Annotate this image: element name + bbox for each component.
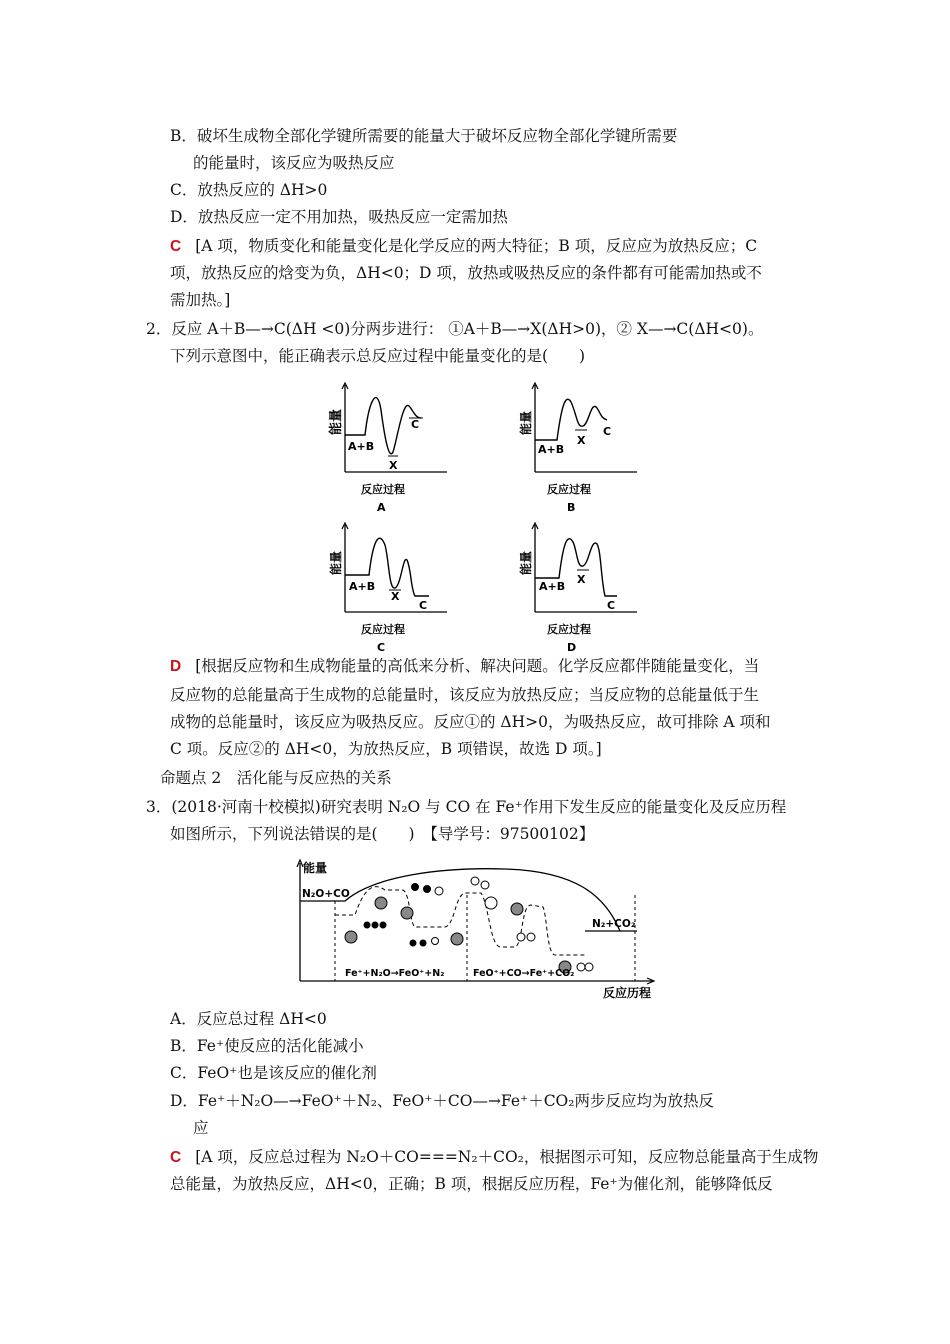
q2-explanation-line3: 成物的总能量时，该反应为吸热反应。反应①的 ΔH>0，为吸热反应，故可排除 A 项和 — [170, 713, 771, 731]
q2-diagram-a — [325, 380, 455, 515]
q2-explanation-line4: C 项。反应②的 ΔH<0，为放热反应，B 项错误，故选 D 项。] — [170, 740, 602, 758]
q3-option-c: C．FeO⁺也是该反应的催化剂 — [170, 1064, 377, 1082]
q2-explanation-line2: 反应物的总能量高于生成物的总能量时，该反应为放热反应；当反应物的总能量低于生 — [170, 686, 760, 704]
q1-explanation-line1 — [170, 235, 757, 258]
q2-diagram-b — [515, 380, 645, 515]
q2-diagram-a-product: C — [411, 418, 420, 431]
q3-reactants: N₂O+CO — [302, 888, 350, 900]
q2-diagram-d — [515, 520, 645, 655]
q3-option-d-line2: 应 — [193, 1119, 209, 1137]
q2-diagram-a-ylabel: 能量 — [328, 408, 343, 435]
q2-diagram-b-intermediate: X — [577, 434, 586, 447]
q2-diagram-b-product: C — [603, 425, 612, 438]
q3-option-d-line1: D．Fe⁺＋N₂O—→FeO⁺＋N₂、FeO⁺＋CO—→Fe⁺＋CO₂两步反应均为放热反 — [170, 1092, 714, 1110]
q1-option-b-line1: B．破坏生成物全部化学键所需要的能量大于破坏反应物全部化学键所需要 — [170, 127, 678, 145]
q2-diagram-d-reactant: A+B — [539, 580, 566, 593]
q3-step2-label: FeO⁺+CO→Fe⁺+CO₂ — [473, 968, 575, 979]
q1-answer: C — [170, 238, 182, 255]
q3-explanation-line2: 总能量，为放热反应，ΔH<0，正确；B 项，根据反应历程，Fe⁺为催化剂，能够降低反 — [170, 1175, 773, 1193]
q1-option-c: C．放热反应的 ΔH>0 — [170, 181, 328, 199]
q2-diagram-b-reactant: A+B — [538, 443, 565, 456]
q1-explanation-line2: 项，放热反应的焓变为负，ΔH<0；D 项，放热或吸热反应的条件都有可能需加热或不 — [170, 264, 762, 282]
q2-diagram-a-xlabel: 反应过程 — [361, 483, 405, 496]
q1-option-d: D．放热反应一定不用加热，吸热反应一定需加热 — [170, 208, 508, 226]
q3-products: N₂+CO₂ — [592, 918, 636, 930]
q3-xlabel: 反应历程 — [603, 986, 652, 1000]
q2-diagram-d-ylabel: 能量 — [519, 550, 533, 575]
q2-diagram-b-ylabel: 能量 — [519, 410, 533, 435]
q2-diagram-a-caption: A — [377, 501, 386, 514]
q2-diagram-c-intermediate: X — [391, 590, 400, 603]
q1-option-b-line2: 的能量时，该反应为吸热反应 — [193, 154, 395, 172]
q3-answer: C — [170, 1149, 182, 1166]
q2-diagram-c-caption: C — [377, 641, 386, 654]
q2-diagram-b-xlabel: 反应过程 — [547, 483, 591, 496]
q2-diagram-d-intermediate: X — [577, 573, 586, 586]
q3-option-a: A．反应总过程 ΔH<0 — [170, 1010, 327, 1028]
q3-ylabel: 能量 — [303, 861, 328, 875]
q3-energy-diagram — [285, 855, 665, 1005]
q2-diagram-c — [325, 520, 455, 655]
q2-explanation-line1 — [170, 655, 759, 678]
q2-diagram-c-reactant: A+B — [349, 580, 376, 593]
q3-explanation-text: [A 项，反应总过程为 N₂O＋CO===N₂＋CO₂，根据图示可知，反应物总能量高于生成物 — [195, 1148, 819, 1166]
q3-explanation-line1 — [170, 1146, 818, 1169]
q2-diagram-c-product: C — [419, 599, 428, 612]
q2-diagram-d-caption: D — [567, 641, 577, 654]
q3-step1-label: Fe⁺+N₂O→FeO⁺+N₂ — [345, 968, 445, 979]
q2-diagram-c-xlabel: 反应过程 — [361, 623, 405, 636]
q2-diagram-a-reactant: A+B — [348, 440, 375, 453]
q2-answer: D — [170, 658, 182, 675]
q2-diagram-a-intermediate: X — [389, 459, 398, 472]
q2-diagram-d-product: C — [607, 599, 616, 612]
q3-stem-line2: 如图所示，下列说法错误的是( ) 【导学号：97500102】 — [170, 825, 595, 843]
q3-stem-line1: 3．(2018·河南十校模拟)研究表明 N₂O 与 CO 在 Fe⁺作用下发生反应的能量变化及反应历程 — [146, 798, 787, 816]
q1-explanation-text: [A 项，物质变化和能量变化是化学反应的两大特征；B 项，反应应为放热反应；C — [195, 237, 758, 255]
q2-stem-line2: 下列示意图中，能正确表示总反应过程中能量变化的是( ) — [170, 347, 586, 365]
q2-stem-line1: 2．反应 A＋B—→C(ΔH <0)分两步进行： ①A＋B—→X(ΔH>0)，② X—→C(ΔH<0)。 — [146, 320, 764, 338]
section-title: 命题点 2 活化能与反应热的关系 — [160, 769, 392, 787]
q3-option-b: B．Fe⁺使反应的活化能减小 — [170, 1037, 364, 1055]
q2-diagram-d-xlabel: 反应过程 — [547, 623, 591, 636]
q2-diagram-b-caption: B — [567, 501, 576, 514]
q1-explanation-line3: 需加热。] — [170, 291, 231, 309]
q2-explanation-text: [根据反应物和生成物能量的高低来分析、解决问题。化学反应都伴随能量变化，当 — [195, 657, 760, 675]
q2-diagram-c-ylabel: 能量 — [329, 550, 343, 575]
